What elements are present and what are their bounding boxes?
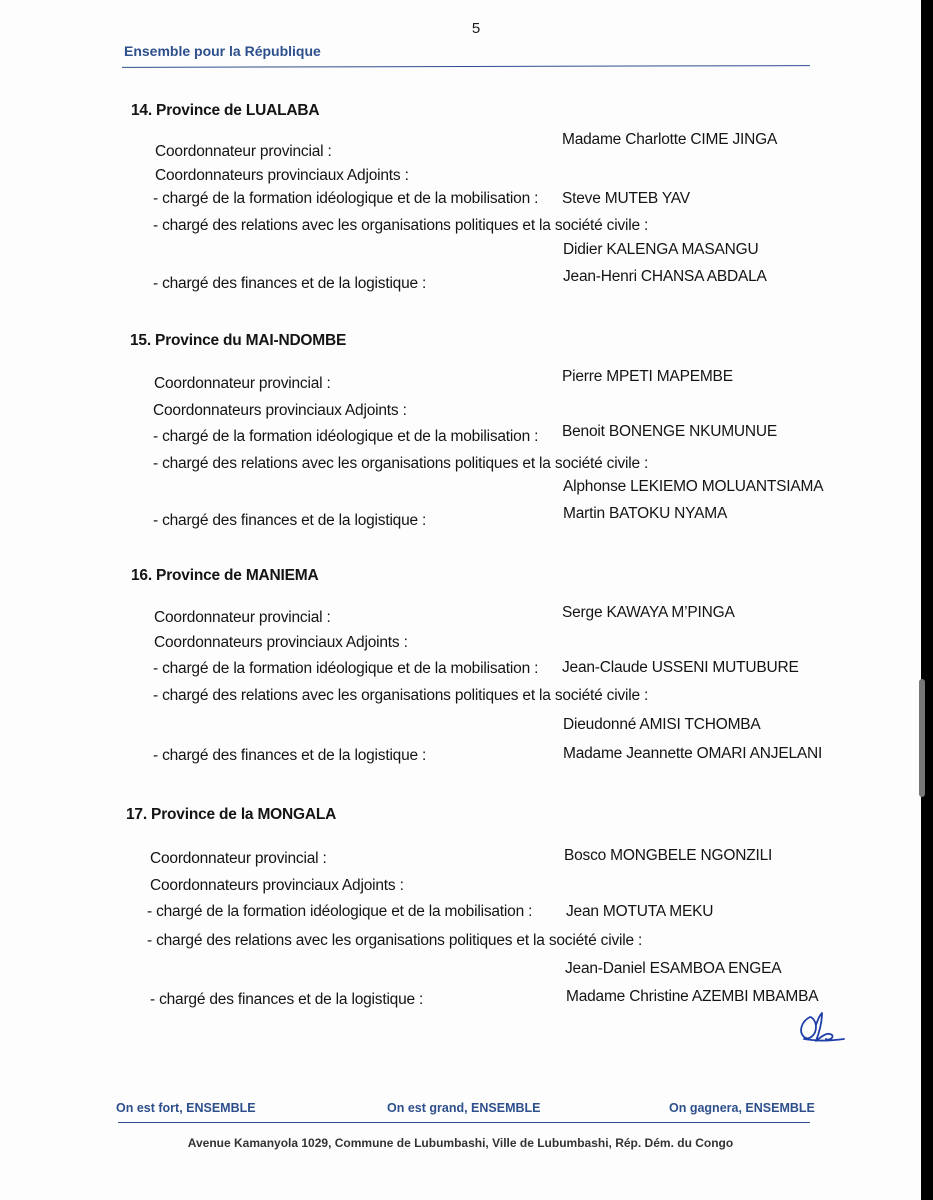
footer-divider [118,1122,810,1123]
adjoints-label: Coordonnateurs provinciaux Adjoints : [153,402,407,419]
coordinator-name: Pierre MPETI MAPEMBE [562,368,733,385]
province-title: 17. Province de la MONGALA [126,806,337,823]
relations-name: Didier KALENGA MASANGU [563,241,759,258]
coordinator-label: Coordonnateur provincial : [155,143,332,160]
relations-name: Alphonse LEKIEMO MOLUANTSIAMA [563,478,824,495]
coordinator-label: Coordonnateur provincial : [154,609,331,626]
coordinator-label: Coordonnateur provincial : [154,375,331,392]
adjoints-label: Coordonnateurs provinciaux Adjoints : [155,167,409,184]
relations-label: - chargé des relations avec les organisations politiques et la société civile : [153,455,649,472]
finances-label: - chargé des finances et de la logistique : [153,275,427,292]
finances-label: - chargé des finances et de la logistique : [150,991,424,1008]
coordinator-name: Madame Charlotte CIME JINGA [562,131,778,148]
formation-name: Benoit BONENGE NKUMUNUE [562,423,778,440]
footer-motto-1: On est fort, ENSEMBLE [116,1101,256,1115]
relations-name: Jean-Daniel ESAMBOA ENGEA [565,960,782,977]
province-title: 16. Province de MANIEMA [131,567,319,584]
relations-name: Dieudonné AMISI TCHOMBA [563,716,761,733]
finances-name: Jean-Henri CHANSA ABDALA [563,268,767,285]
finances-label: - chargé des finances et de la logistique : [153,512,427,529]
finances-name: Madame Christine AZEMBI MBAMBA [566,988,819,1005]
relations-label: - chargé des relations avec les organisations politiques et la société civile : [153,687,649,704]
province-title: 14. Province de LUALABA [131,102,320,119]
formation-label: - chargé de la formation idéologique et de la mobilisation : [153,660,539,677]
formation-name: Steve MUTEB YAV [562,190,690,207]
formation-label: - chargé de la formation idéologique et de la mobilisation : [147,903,533,920]
adjoints-label: Coordonnateurs provinciaux Adjoints : [154,634,408,651]
footer-motto-3: On gagnera, ENSEMBLE [669,1101,815,1115]
relations-label: - chargé des relations avec les organisations politiques et la société civile : [153,217,649,234]
formation-name: Jean-Claude USSENI MUTUBURE [562,659,799,676]
province-title: 15. Province du MAI-NDOMBE [130,332,347,349]
finances-name: Martin BATOKU NYAMA [563,505,728,522]
coordinator-name: Bosco MONGBELE NGONZILI [564,847,773,864]
footer-address: Avenue Kamanyola 1029, Commune de Lubumbashi, Ville de Lubumbashi, Rép. Dém. du Congo [187,1136,734,1150]
header-divider [122,65,810,68]
formation-label: - chargé de la formation idéologique et de la mobilisation : [153,428,539,445]
formation-name: Jean MOTUTA MEKU [566,903,714,920]
finances-name: Madame Jeannette OMARI ANJELANI [563,745,823,762]
footer-motto-2: On est grand, ENSEMBLE [387,1101,541,1115]
page-number: 5 [471,20,481,37]
signature-icon [792,1011,848,1047]
coordinator-label: Coordonnateur provincial : [150,850,327,867]
scrollbar-thumb[interactable] [919,679,925,797]
coordinator-name: Serge KAWAYA M’PINGA [562,604,735,621]
formation-label: - chargé de la formation idéologique et de la mobilisation : [153,190,539,207]
relations-label: - chargé des relations avec les organisations politiques et la société civile : [147,932,643,949]
party-name: Ensemble pour la République [124,43,321,59]
adjoints-label: Coordonnateurs provinciaux Adjoints : [150,877,404,894]
finances-label: - chargé des finances et de la logistique : [153,747,427,764]
